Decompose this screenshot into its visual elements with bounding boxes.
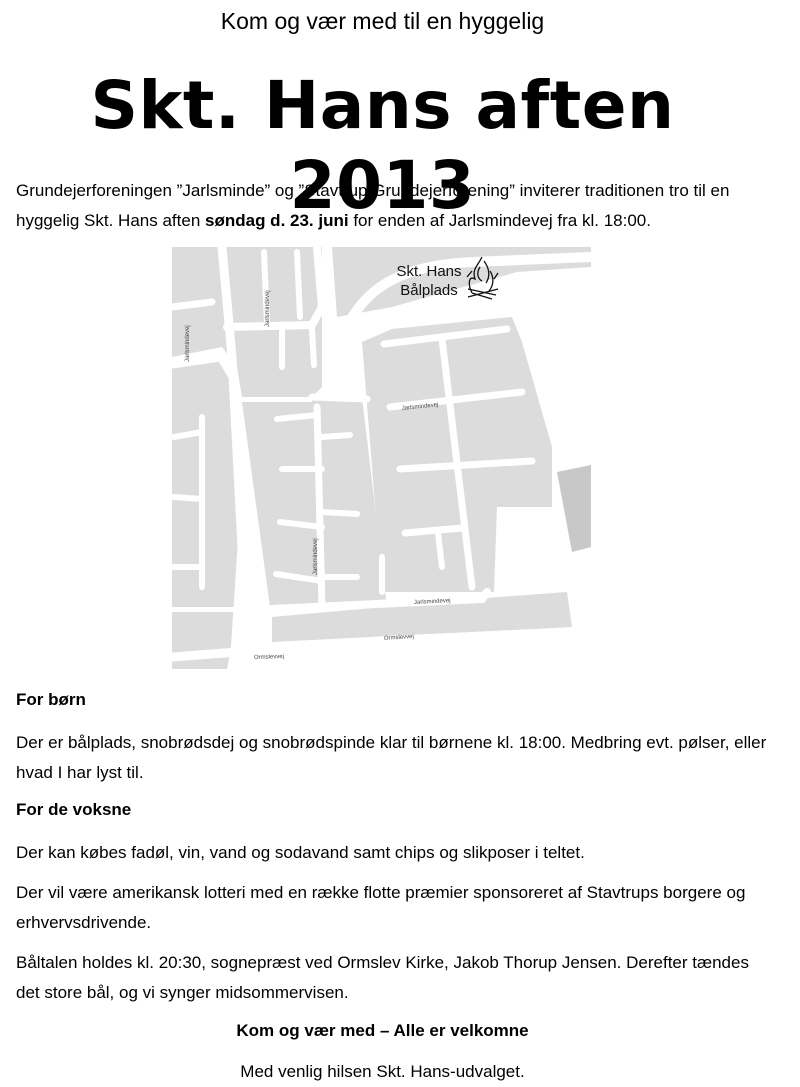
street-label-ormslevvej-2: Ormslevvej [253, 653, 285, 661]
children-heading: For børn [16, 690, 86, 709]
intro-paragraph [16, 176, 776, 236]
adults-refreshments-text: Der kan købes fadøl, vin, vand og sodavand samt chips og slikposer i teltet. [16, 843, 585, 862]
bonfire-label-line1: Skt. Hans [396, 263, 462, 280]
street-label-jarlsmindevej-1: Jarlsmindevej [401, 402, 439, 412]
street-map [172, 247, 591, 669]
intro-text-end: for enden af Jarlsmindevej fra kl. 18:00. [348, 211, 651, 230]
location-map [172, 247, 591, 669]
signature-line: Med venlig hilsen Skt. Hans-udvalget. [240, 1062, 525, 1081]
street-label-jarlsmindevej-4: Jarlsmindevej [265, 290, 271, 327]
invitation-subtitle: Kom og vær med til en hyggelig [220, 8, 545, 34]
bonfire-label-line2: Bålplads [400, 282, 458, 299]
page-title: Skt. Hans aften 2013 [90, 67, 675, 224]
intro-text-start: Grundejerforeningen ”Jarlsminde” og ”Stavtrup Grundejerforening” inviterer traditionen tro til en hyggelig Skt. Hans aften [16, 181, 730, 230]
adults-lottery-text: Der vil være amerikansk lotteri med en række flotte præmier sponsoreret af Stavtrups borgere og erhvervsdrivende. [16, 883, 746, 932]
street-label-jarlsmindevej-3: Jarlsmindevej [313, 538, 319, 575]
adults-heading: For de voksne [16, 800, 132, 819]
event-date: søndag d. 23. juni [205, 211, 349, 230]
street-label-ormslevvej-1: Ormslevvej [383, 633, 415, 642]
adults-speech-text: Båltalen holdes kl. 20:30, sognepræst ved Ormslev Kirke, Jakob Thorup Jensen. Derefter tændes det store bål, og vi synger midsommervisen. [16, 953, 749, 1002]
street-label-jarlsmindevej-5: Jarlsmindevej [185, 325, 191, 362]
closing-line: Kom og vær med – Alle er velkomne [236, 1021, 529, 1040]
children-text: Der er bålplads, snobrødsdej og snobrødspinde klar til børnene kl. 18:00. Medbring evt. pølser, eller hvad I har lyst til. [16, 733, 767, 782]
street-label-jarlsmindevej-2: Jarlsmindevej [413, 598, 451, 606]
